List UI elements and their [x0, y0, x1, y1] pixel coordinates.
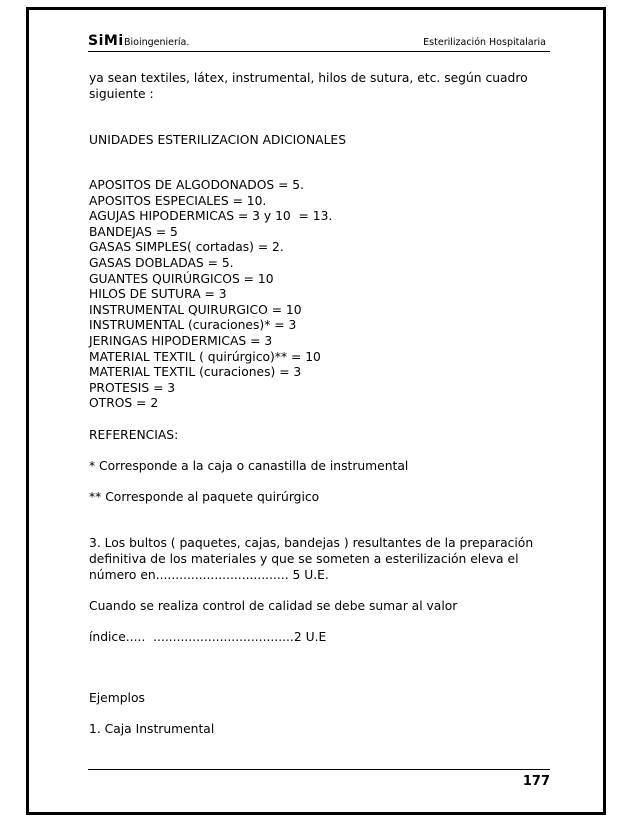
list-item: HILOS DE SUTURA = 3	[89, 287, 227, 302]
reference-note: * Corresponde a la caja o canastilla de instrumental	[89, 458, 409, 473]
list-item: BANDEJAS = 5	[89, 224, 178, 239]
list-item: PROTESIS = 3	[89, 380, 176, 395]
sterilization-units-list	[89, 178, 554, 412]
bundles-paragraph: 3. Los bultos ( paquetes, cajas, bandejas ) resultantes de la preparación definitiva de los materiales y que se someten a esterilización eleva el número en.................................. 5 U.E.	[89, 535, 534, 582]
header-document-title: Esterilización Hospitalaria	[423, 37, 546, 48]
list-item: JERINGAS HIPODERMICAS = 3	[89, 333, 273, 348]
index-value-line: índice..... ....................................2 U.E	[89, 629, 327, 644]
section-title: UNIDADES ESTERILIZACION ADICIONALES	[89, 133, 347, 147]
list-item: AGUJAS HIPODERMICAS = 3 y 10 = 13.	[89, 209, 333, 224]
page-number: 177	[522, 774, 550, 789]
list-item: GUANTES QUIRÚRGICOS = 10	[89, 271, 274, 286]
intro-paragraph: ya sean textiles, látex, instrumental, hilos de sutura, etc. según cuadro siguiente :	[89, 71, 528, 101]
list-item: APOSITOS DE ALGODONADOS = 5.	[89, 178, 305, 192]
list-item: MATERIAL TEXTIL (curaciones) = 3	[89, 365, 302, 380]
list-item: GASAS SIMPLES( cortadas) = 2.	[89, 240, 284, 255]
quality-control-text: Cuando se realiza control de calidad se debe sumar al valor	[89, 598, 458, 613]
page-header	[88, 35, 550, 52]
page-content	[89, 70, 554, 737]
list-item: INSTRUMENTAL (curaciones)* = 3	[89, 318, 297, 333]
list-item: INSTRUMENTAL QUIRURGICO = 10	[89, 302, 302, 317]
simi-logo: SiMi	[88, 33, 124, 49]
list-item: MATERIAL TEXTIL ( quirúrgico)** = 10	[89, 349, 321, 364]
example-item: 1. Caja Instrumental	[89, 721, 215, 736]
reference-note: ** Corresponde al paquete quirúrgico	[89, 489, 320, 504]
list-item: OTROS = 2	[89, 396, 159, 411]
list-item: APOSITOS ESPECIALES = 10.	[89, 193, 267, 208]
footer-divider	[88, 769, 550, 770]
references-title: REFERENCIAS:	[89, 427, 179, 442]
list-item: GASAS DOBLADAS = 5.	[89, 255, 234, 270]
header-department: Bioingeniería.	[124, 37, 190, 48]
examples-title: Ejemplos	[89, 690, 145, 705]
